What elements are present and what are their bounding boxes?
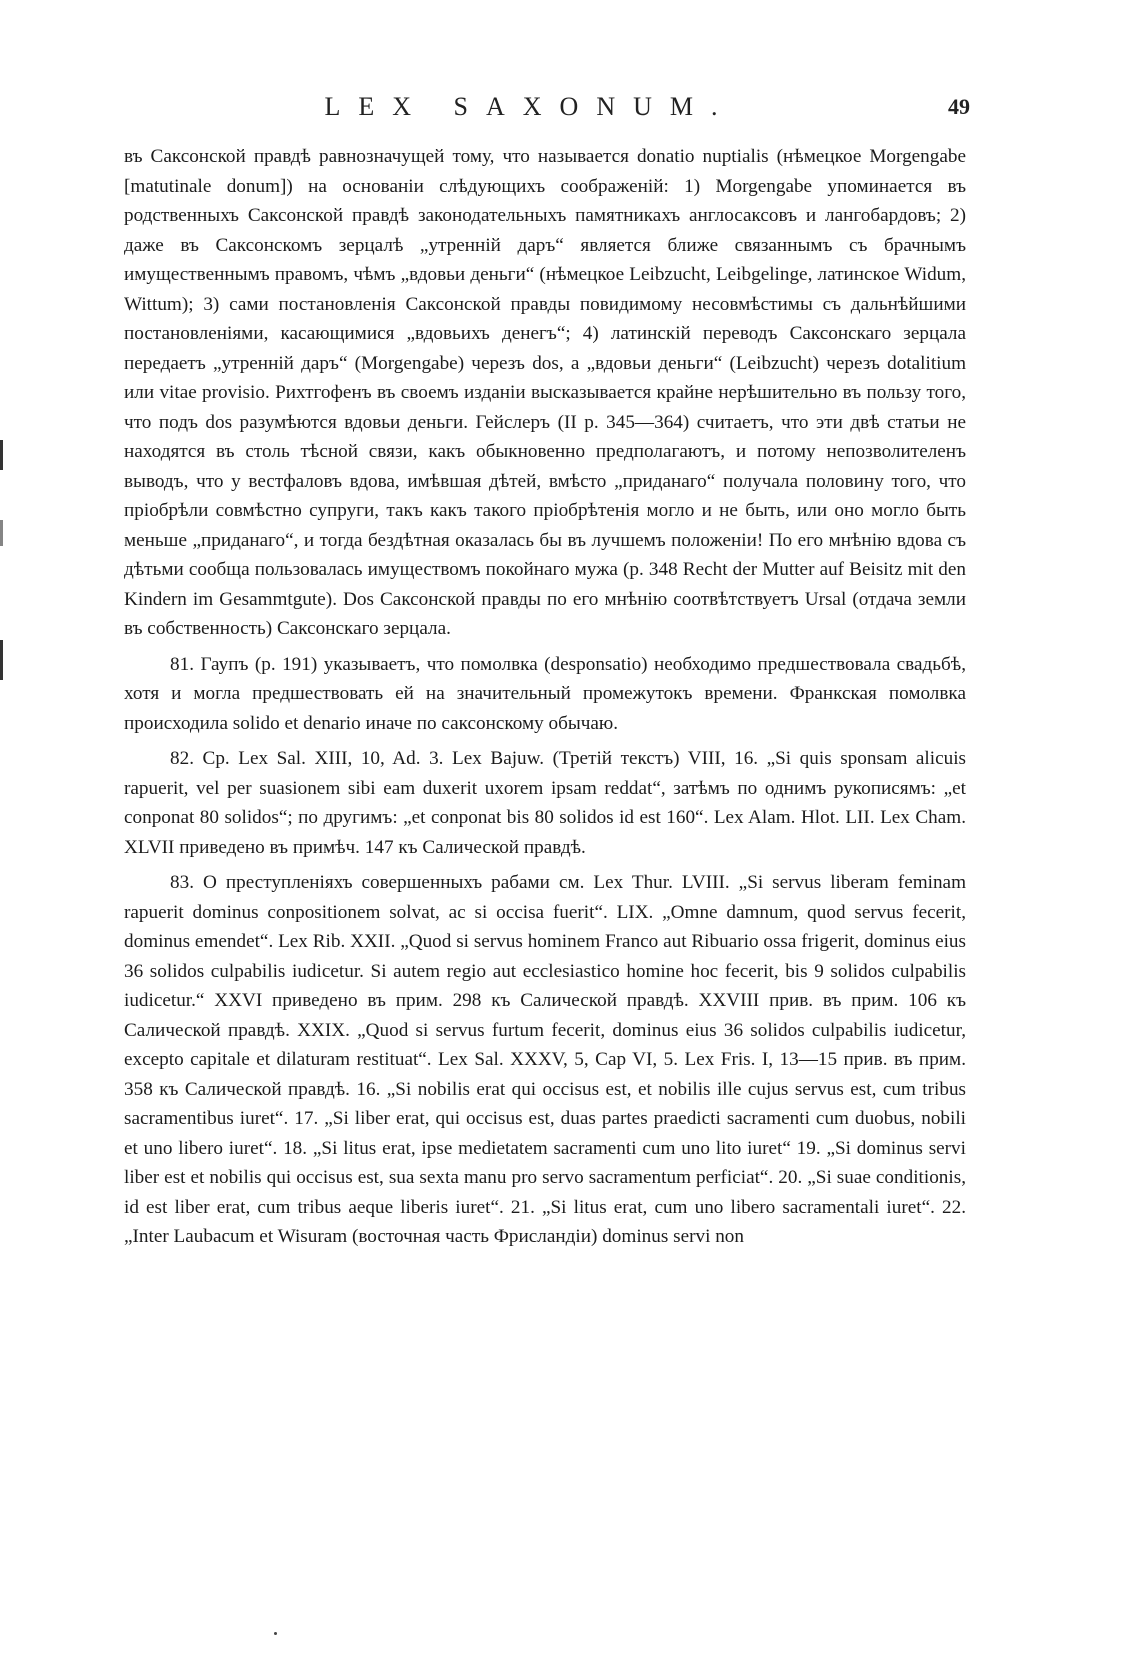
- scan-margin-mark: [0, 440, 3, 470]
- paragraph-continuation: въ Саксонской правдѣ равнозначущей тому, что называется donatio nuptialis (нѣмецкое Morgengabe [matutinale donum]) на основаніи слѣдующихъ соображеній: 1) Morgengabe упоминается въ родственныхъ Саксонской правдѣ законодательныхъ памятникахъ англосаксовъ и лангобардовъ; 2) даже въ Саксонскомъ зерцалѣ „утренній даръ“ является ближе связаннымъ съ брачнымъ имущественнымъ правомъ, чѣмъ „вдовьи деньги“ (нѣмецкое Leibzucht, Leibgelinge, латинское Widum, Wittum); 3) сами постановленія Саксонской правды повидимому несовмѣстимы съ дальнѣйшими постановленіями, касающимися „вдовьихъ денегъ“; 4) латинскій переводъ Саксонскаго зерцала передаетъ „утренній даръ“ (Morgengabe) черезъ dos, а „вдовьи деньги“ (Leibzucht) черезъ dotalitium или vitae provisio. Рихтгофенъ въ своемъ изданіи высказывается крайне нерѣшительно въ пользу того, что подъ dos разумѣются вдовьи деньги. Гейслеръ (II p. 345—364) считаетъ, что эти двѣ статьи не находятся въ столь тѣсной связи, какъ обыкновенно предполагаютъ, и потому непозволителенъ выводъ, что у вестфаловъ вдова, имѣвшая дѣтей, вмѣсто „приданаго“ получала половину того, что пріобрѣли совмѣстно супруги, такъ какъ такого пріобрѣтенія могло и не быть, или оно могло быть меньше „приданаго“, и тогда бездѣтная оказалась бы въ лучшемъ положеніи! По его мнѣнію вдова съ дѣтьми сообща пользовалась имуществомъ покойнаго мужа (p. 348 Recht der Mutter auf Beisitz mit den Kindern im Gesammtgute). Dos Саксонской правды по его мнѣнію соотвѣтствуетъ Ursal (отдача земли въ собственность) Саксонскаго зерцала.: [124, 146, 966, 639]
- paragraph-note-82: 82. Ср. Lex Sal. XIII, 10, Ad. 3. Lex Bajuw. (Третій текстъ) VIII, 16. „Si quis sponsam alicuis rapuerit, vel per suasionem sibi eam duxerit uxorem ipsam reddat“, затѣмъ по однимъ рукописямъ: „et conponat 80 solidos“; по другимъ: „et conponat bis 80 solidos id est 160“. Lex Alam. Hlot. LII. Lex Cham. XLVII приведено въ примѣч. 147 къ Салической правдѣ.: [124, 748, 966, 858]
- scan-margin-mark: [0, 520, 3, 546]
- scan-speck: [274, 1632, 277, 1635]
- body-text: [124, 142, 966, 1258]
- scan-margin-mark: [0, 640, 3, 680]
- page-number: 49: [948, 94, 970, 119]
- running-header: LEX SAXONUM.: [324, 92, 736, 121]
- paragraph-note-81: 81. Гаупъ (p. 191) указываетъ, что помолвка (desponsatio) необходимо предшествовала свадьбѣ, хотя и могла предшествовать ей на значительный промежутокъ времени. Франкская помолвка происходила solido et denario иначе по саксонскому обычаю.: [124, 653, 966, 734]
- paragraph-note-83: 83. О преступленіяхъ совершенныхъ рабами см. Lex Thur. LVIII. „Si servus liberam feminam rapuerit dominus conpositionem solvat, ac si occisa fuerit“. LIX. „Omne damnum, quod servus fecerit, dominus emendet“. Lex Rib. XXII. „Quod si servus hominem Franco aut Ribuario ossa frigerit, dominus eius 36 solidos culpabilis iudicetur. Si autem regio aut ecclesiastico homine hoc fecerit, bis 9 solidos culpabilis iudicetur.“ XXVI приведено въ прим. 298 къ Салической правдѣ. XXVIII прив. въ прим. 106 къ Салической правдѣ. XXIX. „Quod si servus furtum fecerit, dominus eius 36 solidos culpabilis iudicetur, excepto capitale et dilaturam restituat“. Lex Sal. XXXV, 5, Cap VI, 5. Lex Fris. I, 13—15 прив. въ прим. 358 къ Салической правдѣ. 16. „Si nobilis erat qui occisus est, et nobilis ille cujus servus est, cum tribus sacramentibus iuret“. 17. „Si liber erat, qui occisus est, duas partes praedicti sacramenti cum duobus, nobili et uno libero iuret“. 18. „Si litus erat, ipse medietatem sacramenti cum uno lito iuret“ 19. „Si dominus servi liber est et nobilis qui occisus est, sua sexta manu pro servo sacramentum perficiat“. 20. „Si suae conditionis, id est liber erat, cum tribus aeque liberis iuret“. 21. „Si litus erat, cum uno libero sacramentali iuret“. 22. „Inter Laubacum et Wisuram (восточная часть Фрисландіи) dominus servi non: [124, 872, 966, 1247]
